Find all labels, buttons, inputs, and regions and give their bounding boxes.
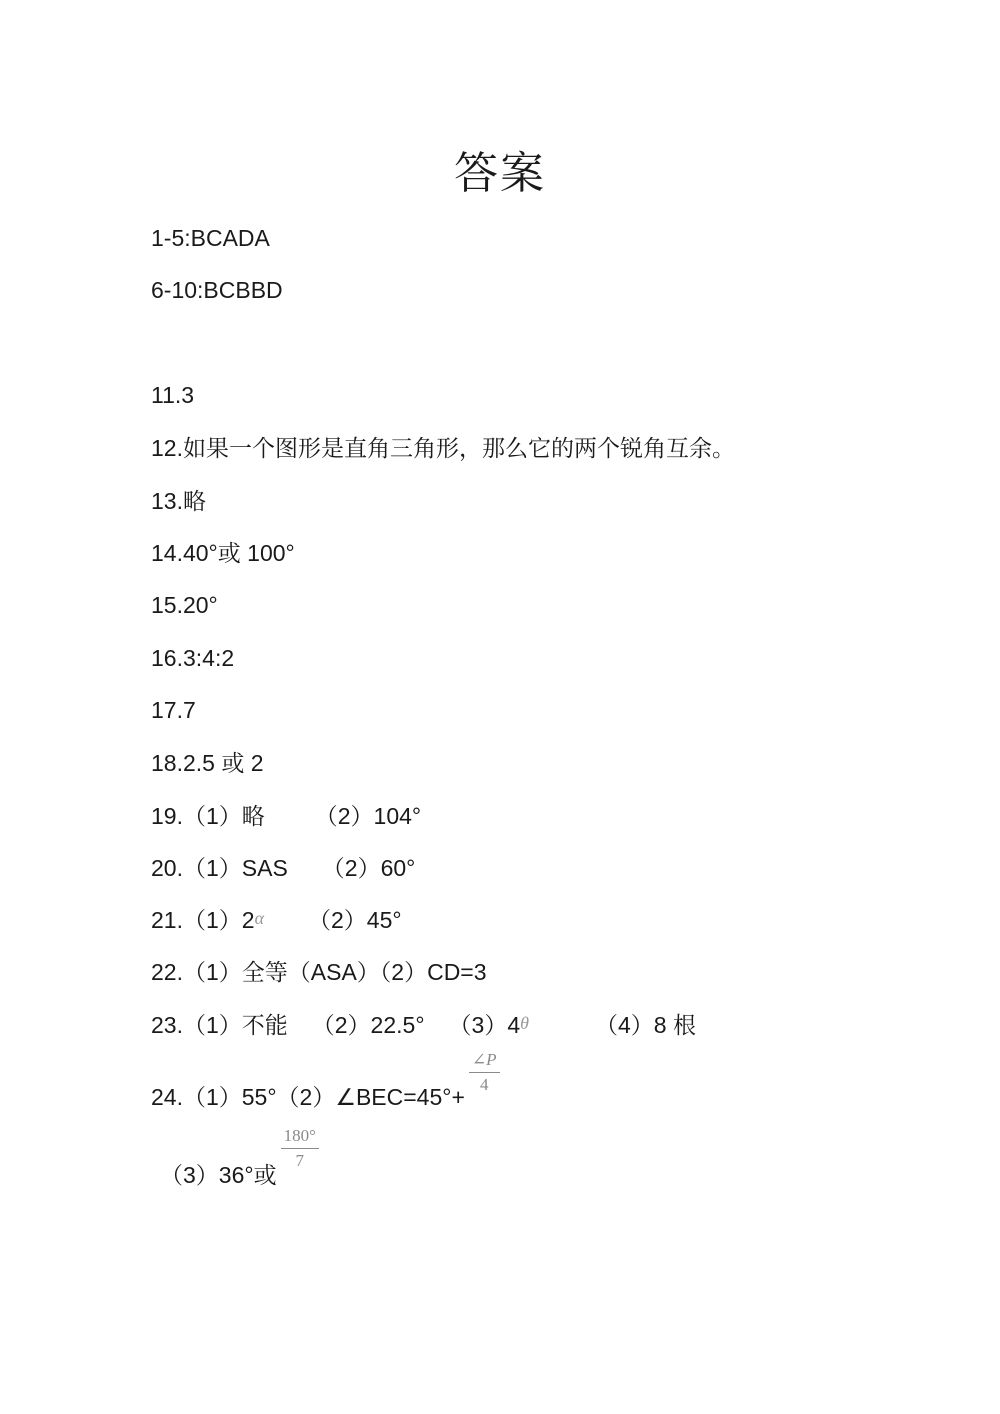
- answer-19-part-2: （2）104°: [314, 803, 422, 829]
- answer-23-part-2: （2）22.5°: [311, 1012, 425, 1038]
- mc-answers-1-5: 1-5:BCADA: [151, 225, 270, 251]
- theta-symbol: θ: [520, 1013, 529, 1033]
- answer-19: [151, 801, 421, 831]
- answer-11: 11.3: [151, 382, 195, 408]
- fraction-denominator: 4: [479, 1075, 489, 1094]
- fraction-numerator: 180°: [281, 1126, 319, 1149]
- answer-24-part-3: [160, 1126, 319, 1188]
- mc-answers-6-10: 6-10:BCBBD: [151, 277, 283, 303]
- answer-21-part-1: 21.（1）2: [151, 907, 255, 933]
- answer-22: 22.（1）全等（ASA）（2）CD=3: [151, 959, 487, 985]
- fraction-180-over-7: [281, 1126, 319, 1171]
- answer-20: [151, 853, 415, 883]
- answer-12-text: 如果一个图形是直角三角形，那么它的两个锐角互余。: [182, 436, 735, 462]
- answer-23-part-1: 23.（1）不能: [151, 1012, 288, 1038]
- answer-24-part-3-text: （3）36°或: [160, 1161, 277, 1188]
- answer-18-or: 或: [221, 751, 245, 777]
- answer-23-part-4: （4）8 根: [594, 1012, 696, 1038]
- answer-14-value-a: 14.40°: [151, 540, 218, 566]
- answer-12: [151, 433, 735, 464]
- fraction-angle-p-over-4: [469, 1050, 500, 1095]
- fraction-denominator: 7: [295, 1151, 304, 1170]
- answer-13: [151, 486, 206, 517]
- answer-18-value-b: 2: [244, 750, 264, 776]
- answer-14-or: 或: [217, 541, 241, 567]
- answer-23-part-3: （3）4: [448, 1012, 521, 1038]
- answer-20-part-1: 20.（1）SAS: [151, 855, 288, 881]
- answer-24-part-1-2: 24.（1）55°（2）∠BEC=45°+: [151, 1083, 465, 1110]
- fraction-numerator: ∠P: [469, 1050, 500, 1073]
- answer-21-part-2: （2）45°: [308, 907, 402, 933]
- page-title: 答案: [454, 148, 546, 199]
- alpha-symbol: α: [254, 908, 265, 928]
- answer-13-text: 略: [182, 489, 206, 515]
- answer-14: [151, 538, 295, 569]
- answer-23: [151, 1010, 696, 1042]
- answer-18-value-a: 18.2.5: [151, 750, 222, 776]
- answer-17: 17.7: [151, 697, 196, 723]
- answer-16: 16.3:4:2: [151, 645, 235, 671]
- answer-15: 15.20°: [151, 592, 218, 618]
- answer-19-part-1: 19.（1）略: [151, 803, 265, 829]
- answer-13-number: 13.: [151, 488, 183, 514]
- answer-20-part-2: （2）60°: [321, 855, 416, 881]
- answer-24: [151, 1050, 500, 1110]
- answer-12-number: 12.: [151, 435, 183, 461]
- answer-21: [151, 905, 402, 937]
- answer-14-value-b: 100°: [240, 540, 295, 566]
- answer-18: [151, 748, 264, 779]
